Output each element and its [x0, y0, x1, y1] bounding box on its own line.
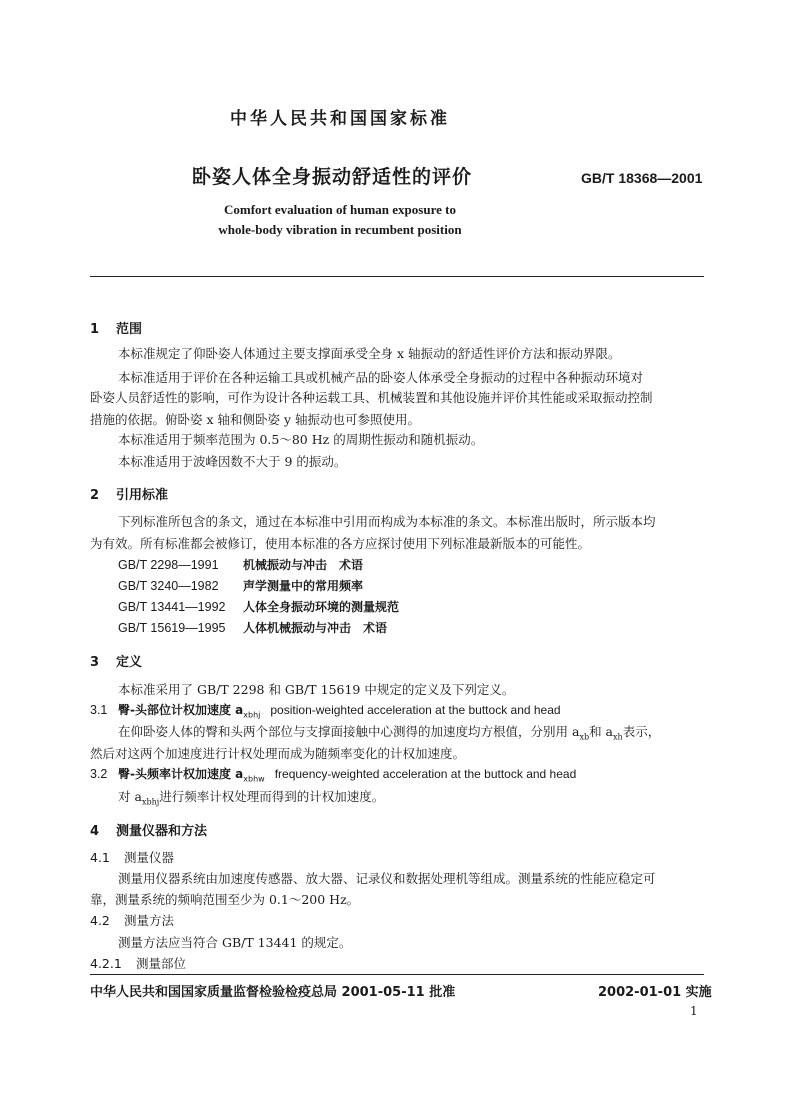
- paragraph: 本标准采用了 GB/T 2298 和 GB/T 15619 中规定的定义及下列定义。: [118, 682, 515, 697]
- reference-item: [118, 619, 387, 636]
- definition-line: [118, 722, 660, 742]
- english-title-line-1: Comfort evaluation of human exposure to: [224, 202, 456, 217]
- paragraph-line: 靠，测量系统的频响范围至少为 0.1～200 Hz。: [90, 892, 360, 907]
- paragraph: 本标准适用于波峰因数不大于 9 的振动。: [118, 454, 347, 469]
- document-title: 卧姿人体全身振动舒适性的评价: [192, 166, 473, 188]
- section-number: 3: [90, 655, 100, 670]
- subsection-title: 测量方法: [124, 913, 175, 928]
- subsection-4-2-heading: [90, 911, 174, 929]
- term-symbol-subscript: xbhj: [243, 710, 261, 720]
- section-title: 测量仪器和方法: [116, 824, 208, 839]
- standard-category-title: 中华人民共和国国家标准: [230, 109, 450, 129]
- definition-term-3-2: [90, 765, 576, 783]
- reference-name: 机械振动与冲击 术语: [243, 558, 364, 572]
- term-number: 3.2: [90, 767, 108, 781]
- section-number: 2: [90, 488, 100, 503]
- paragraph-line: 措施的依据。俯卧姿 x 轴和侧卧姿 y 轴振动也可参照使用。: [90, 412, 421, 427]
- subsection-4-1-heading: [90, 848, 174, 866]
- section-3-heading: [90, 651, 142, 670]
- subscript: xb: [579, 732, 590, 742]
- subsection-title: 测量部位: [136, 956, 187, 971]
- definition-term-3-1: [90, 701, 561, 719]
- reference-item: [118, 577, 363, 594]
- subsection-number: 4.2: [90, 913, 110, 928]
- subsection-number: 4.2.1: [90, 956, 122, 971]
- paragraph: 测量方法应当符合 GB/T 13441 的规定。: [118, 935, 352, 950]
- paragraph-line: 为有效。所有标准都会被修订，使用本标准的各方应探讨使用下列标准最新版本的可能性。: [90, 536, 591, 551]
- definition-line: 然后对这两个加速度进行计权处理而成为随频率变化的计权加速度。: [90, 746, 466, 761]
- definition-line: [118, 787, 384, 807]
- definition-text: 进行频率计权处理而得到的计权加速度。: [159, 789, 385, 804]
- section-title: 引用标准: [116, 488, 169, 503]
- paragraph-line: 测量用仪器系统由加速度传感器、放大器、记录仪和数据处理机等组成。测量系统的性能应稳定可: [118, 871, 656, 886]
- subsection-title: 测量仪器: [124, 850, 175, 865]
- section-number: 1: [90, 322, 100, 337]
- reference-name: 人体全身振动环境的测量规范: [243, 600, 400, 614]
- term-chinese: [118, 703, 261, 720]
- english-title-line-2: whole-body vibration in recumbent position: [218, 222, 462, 237]
- approval-statement: 中华人民共和国国家质量监督检验检疫总局 2001-05-11 批准: [90, 985, 456, 1000]
- standard-code: GB/T 18368—2001: [581, 170, 703, 186]
- term-english: frequency-weighted acceleration at the buttock and head: [274, 767, 577, 781]
- section-number: 4: [90, 824, 100, 839]
- term-chinese-text: 臀-头部位计权加速度 a: [118, 703, 244, 717]
- reference-name: 声学测量中的常用频率: [243, 579, 364, 593]
- reference-name: 人体机械振动与冲击 术语: [243, 621, 388, 635]
- definition-text: 和 a: [589, 724, 614, 739]
- term-english: position-weighted acceleration at the buttock and head: [270, 703, 561, 717]
- paragraph-line: 卧姿人员舒适性的影响，可作为设计各种运载工具、机械装置和其他设施并评价其性能或采取振动控制: [90, 390, 653, 405]
- subscript: xh: [613, 732, 623, 742]
- term-number: 3.1: [90, 703, 108, 717]
- section-4-heading: [90, 820, 207, 839]
- term-symbol-subscript: xbhw: [243, 774, 265, 784]
- footer-divider: [90, 974, 704, 975]
- reference-code: GB/T 2298—1991: [118, 558, 219, 572]
- implementation-date: 2002-01-01 实施: [598, 985, 712, 1000]
- definition-text: 在仰卧姿人体的臀和头两个部位与支撑面接触中心测得的加速度均方根值，分别用 a: [118, 724, 580, 739]
- reference-code: GB/T 3240—1982: [118, 579, 219, 593]
- reference-item: [118, 598, 399, 615]
- definition-text: 对 a: [118, 789, 142, 804]
- reference-code: GB/T 13441—1992: [118, 600, 226, 614]
- section-1-heading: [90, 318, 142, 337]
- definition-text: 表示，: [622, 724, 661, 739]
- section-title: 范围: [116, 322, 143, 337]
- paragraph: 本标准适用于频率范围为 0.5～80 Hz 的周期性振动和随机振动。: [118, 432, 484, 447]
- section-title: 定义: [116, 655, 143, 670]
- subsection-4-2-1-heading: [90, 954, 186, 972]
- term-chinese: [118, 767, 265, 784]
- section-2-heading: [90, 484, 168, 503]
- page-number: 1: [690, 1004, 698, 1018]
- term-chinese-text: 臀-头频率计权加速度 a: [118, 767, 244, 781]
- reference-code: GB/T 15619—1995: [118, 621, 226, 635]
- header-divider: [90, 276, 704, 277]
- subscript: xbhj: [141, 797, 160, 807]
- paragraph-line: 下列标准所包含的条文，通过在本标准中引用而构成为本标准的条文。本标准出版时，所示版本均: [118, 514, 656, 529]
- paragraph: 本标准规定了仰卧姿人体通过主要支撑面承受全身 x 轴振动的舒适性评价方法和振动界限。: [118, 346, 621, 361]
- reference-item: [118, 556, 363, 573]
- paragraph-line: 本标准适用于评价在各种运输工具或机械产品的卧姿人体承受全身振动的过程中各种振动环境对: [118, 370, 644, 385]
- subsection-number: 4.1: [90, 850, 110, 865]
